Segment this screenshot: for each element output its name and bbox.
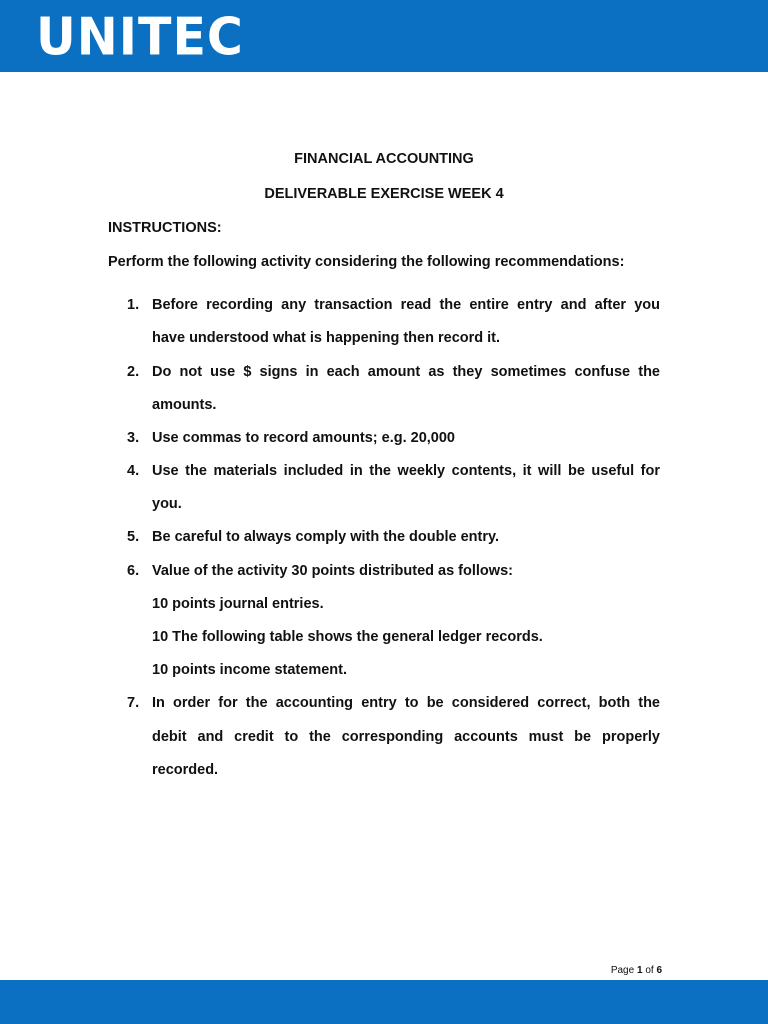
list-item-line: have understood what is happening then record it.: [152, 330, 501, 346]
footer-bar: [0, 980, 768, 1024]
document-title: FINANCIAL ACCOUNTING: [294, 151, 474, 167]
list-item-line: debit and credit to the corresponding accounts must be properly: [152, 729, 660, 745]
list-item-line: 10 The following table shows the general ledger records.: [152, 629, 543, 645]
list-item-number: 1.: [127, 297, 140, 313]
list-item-number: 5.: [127, 529, 140, 545]
instructions-intro: Perform the following activity considering the following recommendations:: [108, 254, 625, 270]
document-subtitle: DELIVERABLE EXERCISE WEEK 4: [264, 186, 504, 202]
header-bar: [0, 0, 768, 72]
list-item-number: 4.: [127, 463, 140, 479]
list-item-line: Use commas to record amounts; e.g. 20,000: [152, 430, 455, 446]
list-item-number: 2.: [127, 364, 140, 380]
list-item-number: 6.: [127, 563, 140, 579]
list-item-number: 7.: [127, 695, 140, 711]
total-pages: 6: [656, 965, 662, 976]
page-indicator: [611, 965, 662, 977]
list-item-line: Before recording any transaction read the entire entry and after you: [152, 297, 660, 313]
list-item-line: In order for the accounting entry to be considered correct, both the: [152, 695, 660, 711]
list-item-line: Value of the activity 30 points distributed as follows:: [152, 563, 513, 579]
page-label: Page: [610, 965, 635, 976]
list-item-line: 10 points journal entries.: [152, 596, 324, 612]
list-item-line: Do not use $ signs in each amount as they sometimes confuse the: [152, 364, 660, 380]
list-item-line: 10 points income statement.: [152, 662, 347, 678]
list-item-line: amounts.: [152, 397, 217, 413]
list-item-number: 3.: [127, 430, 140, 446]
list-item-line: Use the materials included in the weekly contents, it will be useful for: [152, 463, 660, 479]
list-item-line: you.: [152, 496, 182, 512]
list-item-line: recorded.: [152, 762, 219, 778]
of-label: of: [645, 965, 654, 976]
unitec-logo: UNITEC: [36, 7, 244, 67]
list-item-line: Be careful to always comply with the double entry.: [152, 529, 500, 545]
current-page: 1: [636, 965, 643, 976]
instructions-heading: INSTRUCTIONS:: [108, 220, 222, 236]
